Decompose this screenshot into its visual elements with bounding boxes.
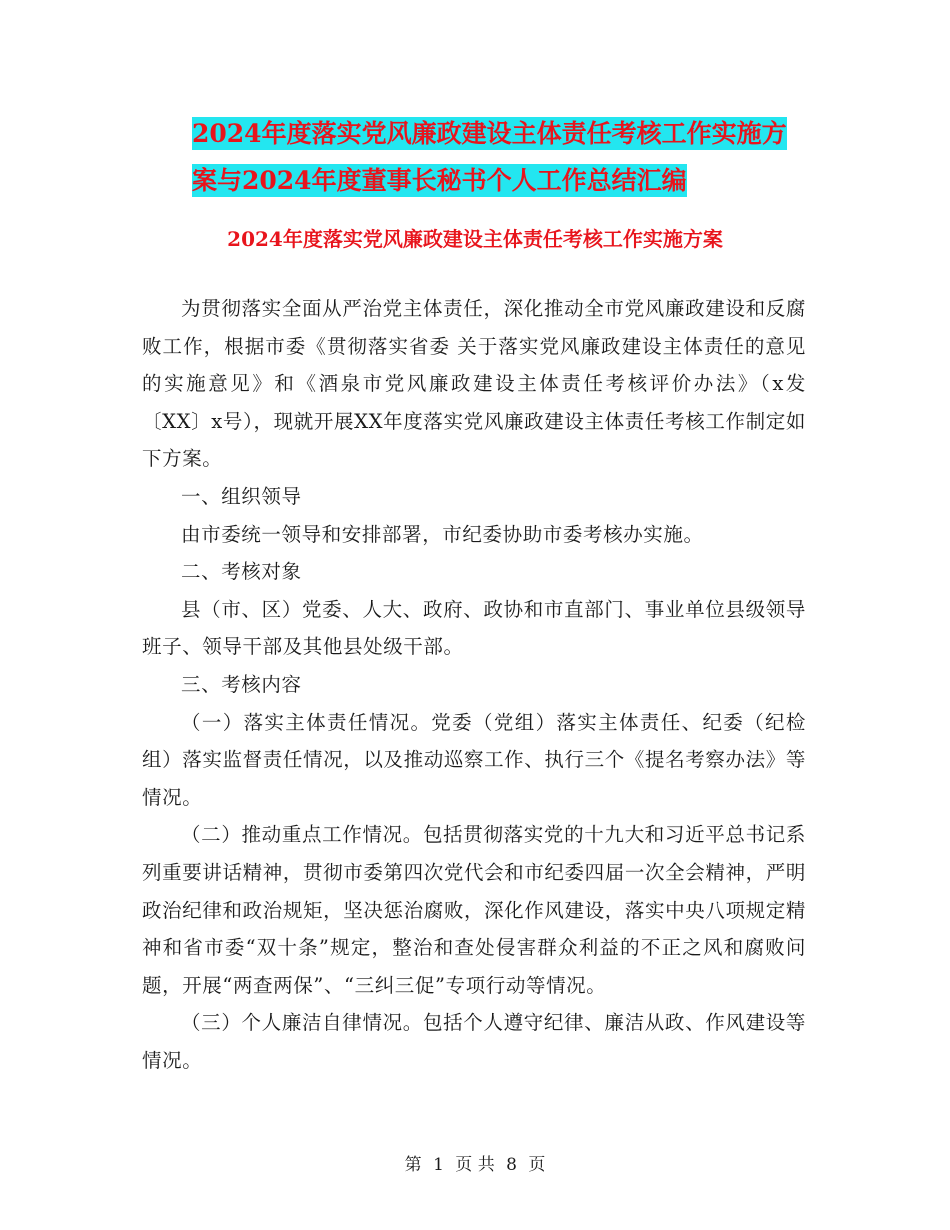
paragraph-organization: 由市委统一领导和安排部署，市纪委协助市委考核办实施。 (181, 522, 704, 546)
paragraph-content-3: （三）个人廉洁自律情况。包括个人遵守纪律、廉洁从政、作风建设等情况。 (142, 1011, 806, 1072)
main-title-line-2 (140, 157, 820, 204)
paragraph-intro: 为贯彻落实全面从严治党主体责任，深化推动全市党风廉政建设和反腐败工作，根据市委《贯彻落实省委 关于落实党风廉政建设主体责任的意见 的实施意见》和《酒泉市党风廉政建设主体责任考核评价办法》（x发〔XX〕x号），现就开展XX年度落实党风廉政建设主体责任考核工作制定如下方案。 (142, 297, 806, 471)
footer-middle: 页 共 (455, 1155, 495, 1175)
footer-total-pages: 8 (506, 1155, 517, 1175)
heading-organization: 一、组织领导 (181, 484, 302, 508)
heading-targets: 二、考核对象 (181, 560, 302, 584)
paragraph-content-2: （二）推动重点工作情况。包括贯彻落实党的十九大和习近平总书记系列重要讲话精神，贯彻市委第四次党代会和市纪委四届一次全会精神，严明政治纪律和政治规矩，坚决惩治腐败，深化作风建设，落实中央八项规定精神和省市委“双十条”规定，整治和查处侵害群众利益的不正之风和腐败问题，开展“两查两保”、“三纠三促”专项行动等情况。 (142, 823, 806, 997)
footer-suffix: 页 (528, 1155, 546, 1175)
footer-current-page: 1 (433, 1155, 444, 1175)
main-title-line-1-text: 2024年度落实党风廉政建设主体责任考核工作实施方 (192, 119, 787, 148)
paragraph-targets: 县（市、区）党委、人大、政府、政协和市直部门、事业单位县级领导班子、领导干部及其他县处级干部。 (142, 597, 806, 659)
main-title (140, 110, 820, 204)
footer-prefix: 第 (404, 1155, 422, 1175)
document-body (142, 290, 806, 1079)
main-title-line-2-text: 案与2024年度董事长秘书个人工作总结汇编 (192, 166, 687, 195)
main-title-line-1 (140, 110, 820, 157)
paragraph-content-1: （一）落实主体责任情况。党委（党组）落实主体责任、纪委（纪检组）落实监督责任情况，以及推动巡察工作、执行三个《提名考察办法》等情况。 (142, 710, 806, 809)
section-title: 2024年度落实党风廉政建设主体责任考核工作实施方案 (227, 227, 723, 251)
heading-content: 三、考核内容 (181, 672, 302, 696)
page-footer (0, 1150, 950, 1175)
